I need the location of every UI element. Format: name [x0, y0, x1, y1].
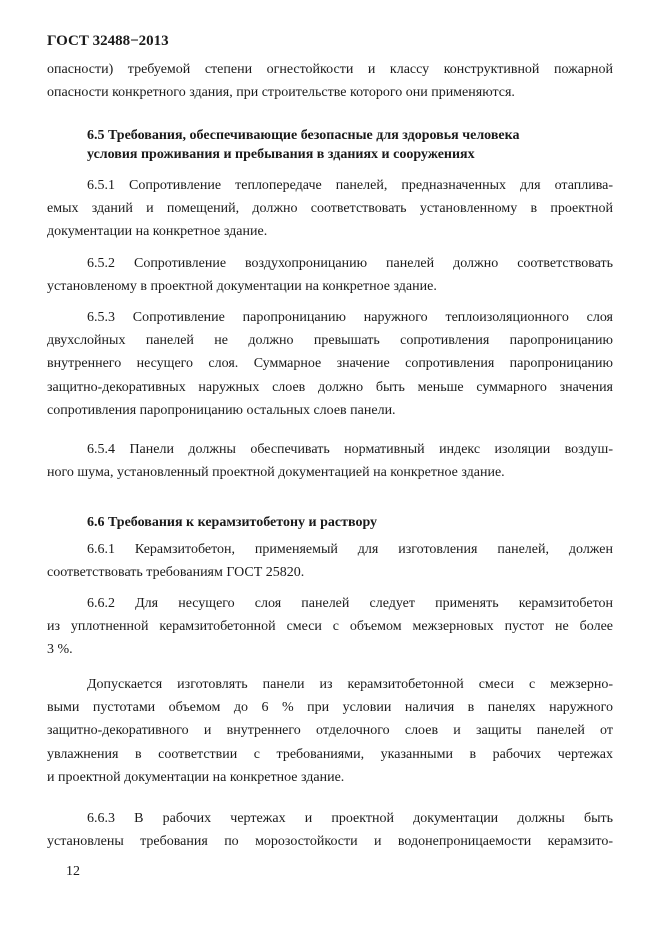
paragraph-6-5-1 — [47, 174, 613, 244]
heading-line: 6.5 Требования, обеспечивающие безопасные для здоровья человека — [87, 128, 520, 143]
text-line: 6.5.3 Сопротивление паропроницанию наружного теплоизоляционного слоя — [87, 310, 613, 325]
section-heading-6-6 — [87, 514, 377, 533]
paragraph-6-6-1 — [47, 538, 613, 584]
paragraph-6-5-4 — [47, 438, 613, 484]
text-line: 6.6.1 Керамзитобетон, применяемый для изготовления панелей, должен — [87, 542, 613, 557]
heading-line: 6.6 Требования к керамзитобетону и раствору — [87, 515, 378, 530]
paragraph-continuation — [47, 58, 613, 104]
text-line: 3 %. — [47, 642, 73, 658]
text-line: защитно-декоративных наружных слоев должно быть меньше суммарного значения — [47, 379, 613, 395]
section-heading-6-5 — [87, 127, 519, 164]
paragraph-6-5-2 — [47, 252, 613, 298]
page-number: 12 — [66, 864, 80, 879]
text-line: опасности конкретного здания, при строительстве которого они применяются. — [47, 85, 515, 101]
text-line: емых зданий и помещений, должно соответствовать установленному в проектной — [47, 201, 613, 217]
text-line: установлены требования по морозостойкости и водонепроницаемости керамзито- — [47, 834, 613, 850]
text-line: двухслойных панелей не должно превышать сопротивления паропроницанию — [47, 333, 613, 349]
paragraph-6-6-3 — [47, 807, 613, 853]
document-header: ГОСТ 32488−2013 — [47, 33, 169, 49]
text-line: 6.6.2 Для несущего слоя панелей следует применять керамзитобетон — [87, 596, 613, 611]
text-line: выми пустотами объемом до 6 % при условии наличия в панелях наружного — [47, 700, 613, 716]
paragraph-6-5-3 — [47, 306, 613, 422]
text-line: внутреннего несущего слоя. Суммарное значение сопротивления паропроницанию — [47, 356, 613, 372]
heading-line: условия проживания и пребывания в зданиях и сооружениях — [87, 146, 475, 162]
text-line: установленому в проектной документации на конкретное здание. — [47, 279, 437, 295]
text-line: документации на конкретное здание. — [47, 224, 268, 240]
text-line: Допускается изготовлять панели из керамзитобетонной смеси с межзерно- — [87, 677, 613, 692]
text-line: сопротивления паропроницанию остальных слоев панели. — [47, 402, 396, 418]
text-line: 6.5.4 Панели должны обеспечивать нормативный индекс изоляции воздуш- — [87, 442, 613, 457]
text-line: и проектной документации на конкретное здание. — [47, 769, 345, 785]
text-line: соответствовать требованиям ГОСТ 25820. — [47, 565, 305, 581]
text-line: ного шума, установленный проектной документацией на конкретное здание. — [47, 465, 505, 481]
text-line: опасности) требуемой степени огнестойкости и классу конструктивной пожарной — [47, 62, 613, 77]
text-line: 6.5.2 Сопротивление воздухопроницанию панелей должно соответствовать — [87, 256, 613, 271]
text-line: защитно-декоративного и внутреннего отделочного слоев и защиты панелей от — [47, 723, 613, 739]
paragraph-6-6-2-permission — [47, 673, 613, 789]
text-line: из уплотненной керамзитобетонной смеси с объемом межзерновых пустот не более — [47, 619, 613, 635]
text-line: 6.6.3 В рабочих чертежах и проектной документации должны быть — [87, 811, 613, 826]
paragraph-6-6-2 — [47, 592, 613, 662]
text-line: увлажнения в соответствии с требованиями, указанными в рабочих чертежах — [47, 746, 613, 762]
text-line: 6.5.1 Сопротивление теплопередаче панелей, предназначенных для отаплива- — [87, 178, 613, 193]
